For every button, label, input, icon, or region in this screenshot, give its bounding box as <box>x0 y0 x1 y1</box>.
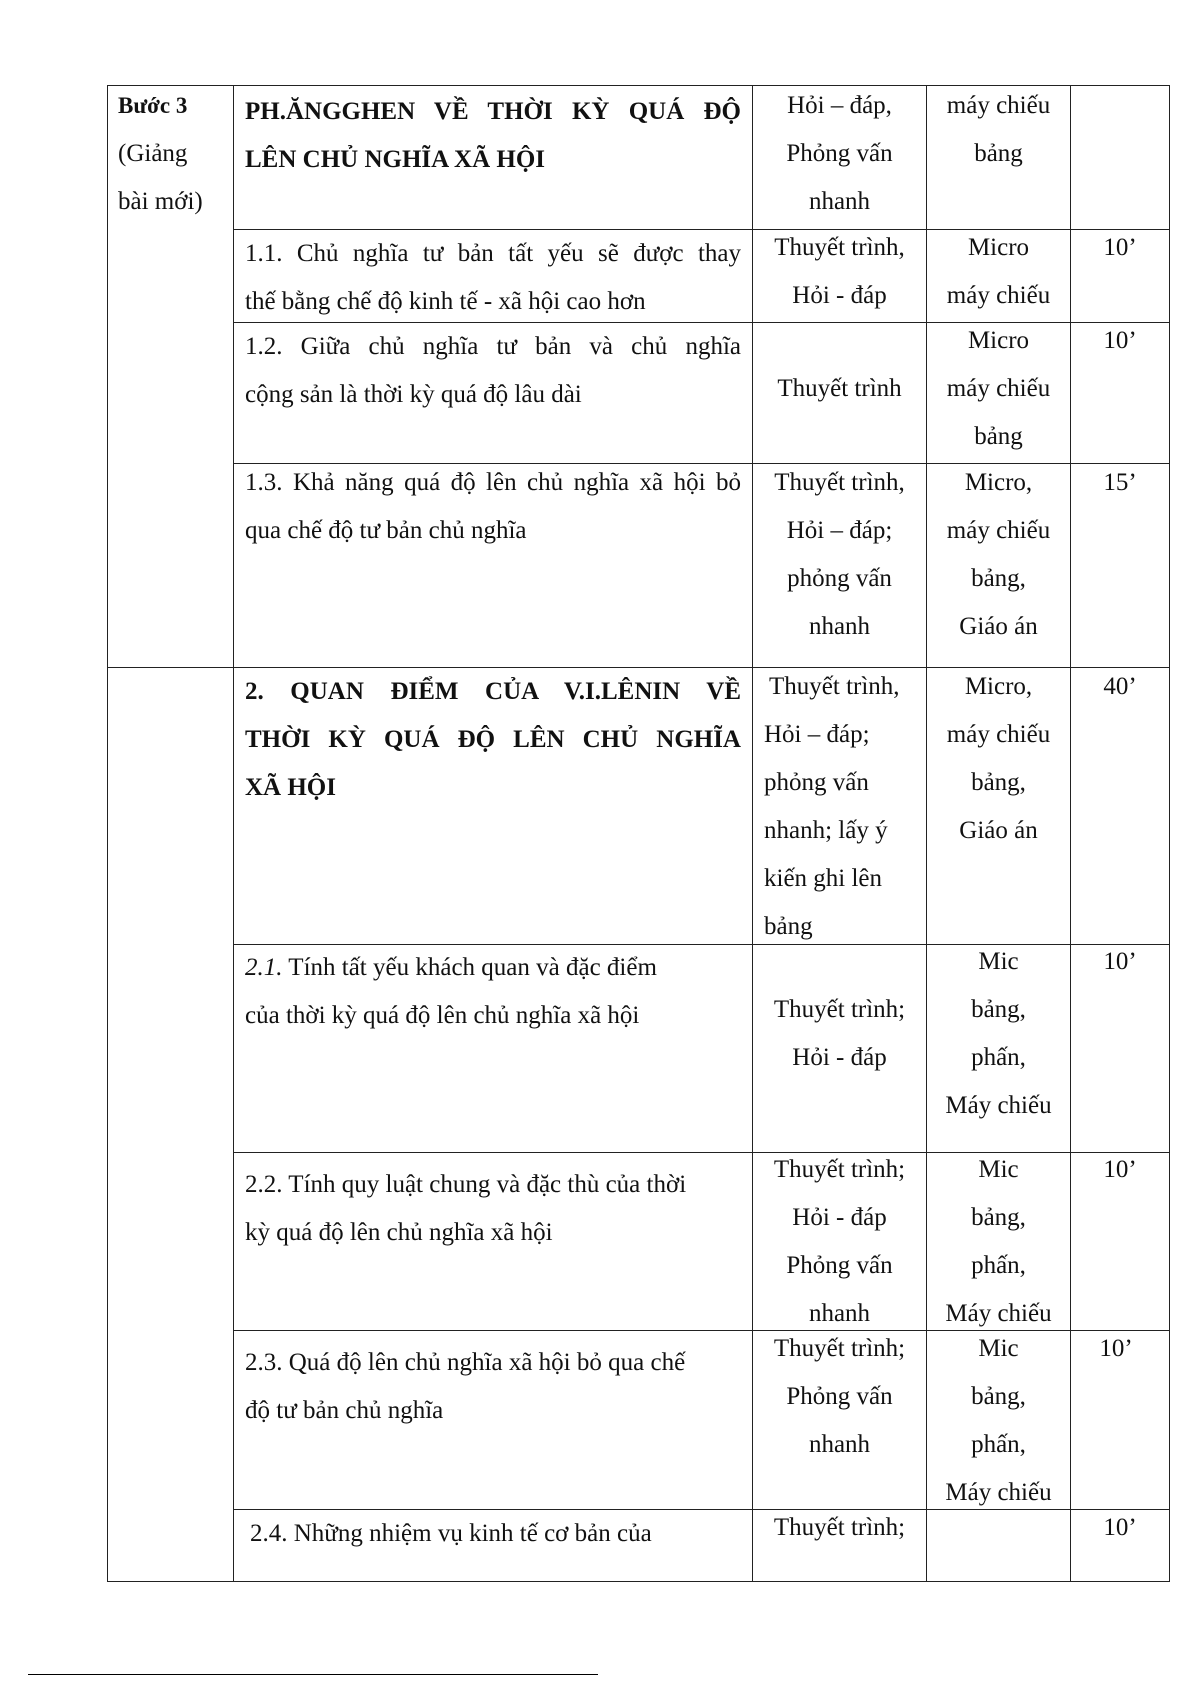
method-cell: Hỏi - đáp <box>792 1044 887 1071</box>
section-heading: THỜI KỲ QUÁ ĐỘ LÊN CHỦ NGHĨA <box>245 726 741 753</box>
method-cell: nhanh <box>808 1431 871 1458</box>
content-cell: độ tư bản chủ nghĩa <box>245 1397 444 1424</box>
step-label: Bước 3 <box>118 93 188 118</box>
means-cell: Micro <box>967 234 1030 261</box>
means-cell: Mic <box>978 1156 1019 1183</box>
content-cell: 2.2. Tính quy luật chung và đặc thù của thời <box>245 1171 687 1198</box>
means-cell: Micro, <box>964 673 1033 700</box>
method-cell: Thuyết trình; <box>773 1514 906 1541</box>
method-cell: nhanh <box>808 613 871 640</box>
method-cell: Thuyết trình, <box>774 469 905 496</box>
means-cell: Giáo án <box>959 613 1038 640</box>
time-cell: 10’ <box>1103 1156 1137 1183</box>
time-cell: 40’ <box>1103 673 1137 700</box>
means-cell: Micro <box>967 327 1030 354</box>
means-cell: bảng <box>974 140 1023 167</box>
time-cell: 10’ <box>1103 1514 1137 1541</box>
time-cell: 10’ <box>1103 327 1137 354</box>
means-cell: máy chiếu <box>946 375 1051 402</box>
method-cell: Thuyết trình, <box>774 234 905 261</box>
time-cell: 15’ <box>1103 469 1137 496</box>
method-cell: nhanh <box>808 188 871 215</box>
method-cell: Thuyết trình, <box>769 673 900 700</box>
means-cell: máy chiếu <box>946 721 1051 748</box>
content-cell: 1.2. Giữa chủ nghĩa tư bản và chủ nghĩa <box>245 333 741 360</box>
content-cell: cộng sản là thời kỳ quá độ lâu dài <box>245 381 582 408</box>
content-cell: kỳ quá độ lên chủ nghĩa xã hội <box>245 1219 553 1246</box>
method-cell: Thuyết trình; <box>773 1156 906 1183</box>
content-text: Tính tất yếu khách quan và đặc điểm <box>282 954 657 981</box>
method-cell: Phỏng vấn <box>786 1252 893 1279</box>
content-cell: 1.1. Chủ nghĩa tư bản tất yếu sẽ được thay <box>245 240 741 267</box>
method-cell: Thuyết trình; <box>773 996 906 1023</box>
section-heading: 2. QUAN ĐIỂM CỦA V.I.LÊNIN VỀ <box>245 678 741 705</box>
table-border-bottom <box>107 1581 1169 1582</box>
step-note: (Giảng <box>118 140 188 167</box>
method-cell: Hỏi – đáp; <box>764 721 870 748</box>
method-cell: Phỏng vấn <box>786 140 893 167</box>
section-heading: PH.ĂNGGHEN VỀ THỜI KỲ QUÁ ĐỘ <box>245 98 741 125</box>
method-cell: Thuyết trình <box>777 375 902 402</box>
means-cell: Giáo án <box>959 817 1038 844</box>
time-cell: 10’ <box>1103 948 1137 975</box>
means-cell: bảng, <box>971 769 1026 796</box>
table-border-right <box>1169 85 1170 1582</box>
content-number: 2.1. <box>245 954 283 981</box>
step-note: bài mới) <box>118 188 203 215</box>
method-cell: bảng <box>764 913 813 940</box>
means-cell: Máy chiếu <box>945 1479 1052 1506</box>
method-cell: Hỏi – đáp; <box>786 517 893 544</box>
content-cell: của thời kỳ quá độ lên chủ nghĩa xã hội <box>245 1002 640 1029</box>
means-cell: bảng, <box>971 565 1026 592</box>
footnote-separator <box>28 1674 598 1675</box>
method-cell: phỏng vấn <box>764 769 869 796</box>
method-cell: kiến ghi lên <box>764 865 883 892</box>
time-cell: 10’ <box>1099 1335 1133 1362</box>
means-cell: phấn, <box>971 1044 1026 1071</box>
method-cell: phỏng vấn <box>787 565 892 592</box>
section-heading: LÊN CHỦ NGHĨA XÃ HỘI <box>245 146 546 173</box>
content-cell <box>245 944 657 992</box>
means-cell: phấn, <box>971 1252 1026 1279</box>
method-cell: Thuyết trình; <box>773 1335 906 1362</box>
means-cell: Mic <box>978 948 1019 975</box>
means-cell: bảng, <box>971 996 1026 1023</box>
method-cell: Hỏi - đáp <box>792 282 887 309</box>
means-cell: máy chiếu <box>946 282 1051 309</box>
time-cell: 10’ <box>1103 234 1137 261</box>
means-cell: bảng, <box>971 1204 1026 1231</box>
means-cell: máy chiếu <box>946 92 1051 119</box>
content-cell: thế bằng chế độ kinh tế - xã hội cao hơn <box>245 288 646 315</box>
table-border-left <box>107 85 108 1582</box>
means-cell: máy chiếu <box>946 517 1051 544</box>
content-cell: 2.4. Những nhiệm vụ kinh tế cơ bản của <box>250 1520 652 1547</box>
means-cell: Máy chiếu <box>945 1092 1052 1119</box>
method-cell: nhanh; lấy ý <box>764 817 888 844</box>
content-cell: 1.3. Khả năng quá độ lên chủ nghĩa xã hội bỏ <box>245 469 741 496</box>
method-cell: Phỏng vấn <box>786 1383 893 1410</box>
means-cell: Mic <box>978 1335 1019 1362</box>
means-cell: Micro, <box>964 469 1033 496</box>
method-cell: Hỏi – đáp, <box>787 92 892 119</box>
section-heading: XÃ HỘI <box>245 774 336 801</box>
means-cell: phấn, <box>971 1431 1026 1458</box>
column-divider <box>233 85 234 1582</box>
content-cell: 2.3. Quá độ lên chủ nghĩa xã hội bỏ qua chế <box>245 1349 686 1376</box>
method-cell: nhanh <box>808 1300 871 1327</box>
means-cell: bảng, <box>971 1383 1026 1410</box>
method-cell: Hỏi - đáp <box>792 1204 887 1231</box>
means-cell: Máy chiếu <box>945 1300 1052 1327</box>
content-cell: qua chế độ tư bản chủ nghĩa <box>245 517 527 544</box>
means-cell: bảng <box>974 423 1023 450</box>
